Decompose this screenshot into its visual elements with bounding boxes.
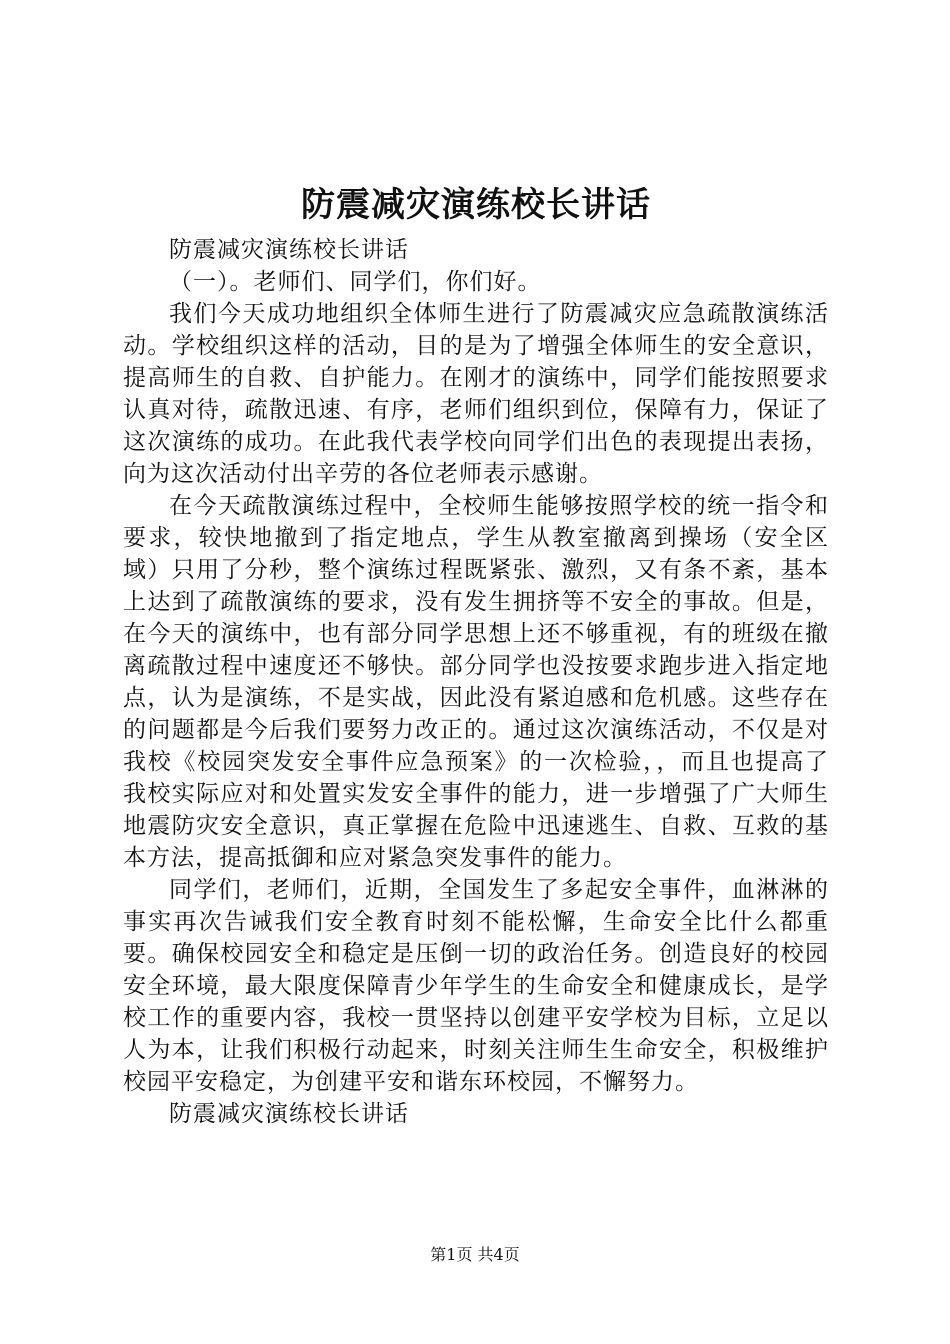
paragraph-closing-heading: 防震减灾演练校长讲话 — [169, 1101, 409, 1127]
document-title: 防震减灾演练校长讲话 — [301, 185, 651, 225]
page-footer — [0, 1244, 950, 1266]
page-indicator: 第1页 共4页 — [430, 1245, 520, 1264]
paragraph-greeting: （一）。老师们、同学们，你们好。 — [169, 269, 542, 295]
paragraph-body-1: 我们今天成功地组织全体师生进行了防震减灾应急疏散演练活动。学校组织这样的活动，目的是为了增强全体师生的安全意识，提高师生的自救、自护能力。在刚才的演练中，同学们能按照要求认真对待，疏散迅速、有序，老师们组织到位，保障有力，保证了这次演练的成功。在此我代表学校向同学们出色的表现提出表扬，向为这次活动付出辛劳的各位老师表示感谢。 — [123, 301, 829, 487]
paragraph-body-3: 同学们，老师们，近期，全国发生了多起安全事件，血淋淋的事实再次告诫我们安全教育时刻不能松懈，生命安全比什么都重要。确保校园安全和稳定是压倒一切的政治任务。创造良好的校园安全环境，最大限度保障青少年学生的生命安全和健康成长，是学校工作的重要内容，我校一贯坚持以创建平安学校为目标，立足以人为本，让我们积极行动起来，时刻关注师生生命安全，积极维护校园平安稳定，为创建平安和谐东环校园，不懈努力。 — [123, 877, 829, 1095]
paragraph-subtitle: 防震减灾演练校长讲话 — [169, 237, 409, 263]
document-page — [123, 180, 829, 1130]
paragraph-body-2: 在今天疏散演练过程中，全校师生能够按照学校的统一指令和要求，较快地撤到了指定地点，学生从教室撤离到操场（安全区域）只用了分秒，整个演练过程既紧张、激烈，又有条不紊，基本上达到了疏散演练的要求，没有发生拥挤等不安全的事故。但是，在今天的演练中，也有部分同学思想上还不够重视，有的班级在撤离疏散过程中速度还不够快。部分同学也没按要求跑步进入指定地点，认为是演练，不是实战，因此没有紧迫感和危机感。这些存在的问题都是今后我们要努力改正的。通过这次演练活动，不仅是对我校《校园突发安全事件应急预案》的一次检验，，而且也提高了我校实际应对和处置实发安全事件的能力，进一步增强了广大师生地震防灾安全意识，真正掌握在危险中迅速逃生、自救、互救的基本方法，提高抵御和应对紧急突发事件的能力。 — [123, 493, 829, 871]
